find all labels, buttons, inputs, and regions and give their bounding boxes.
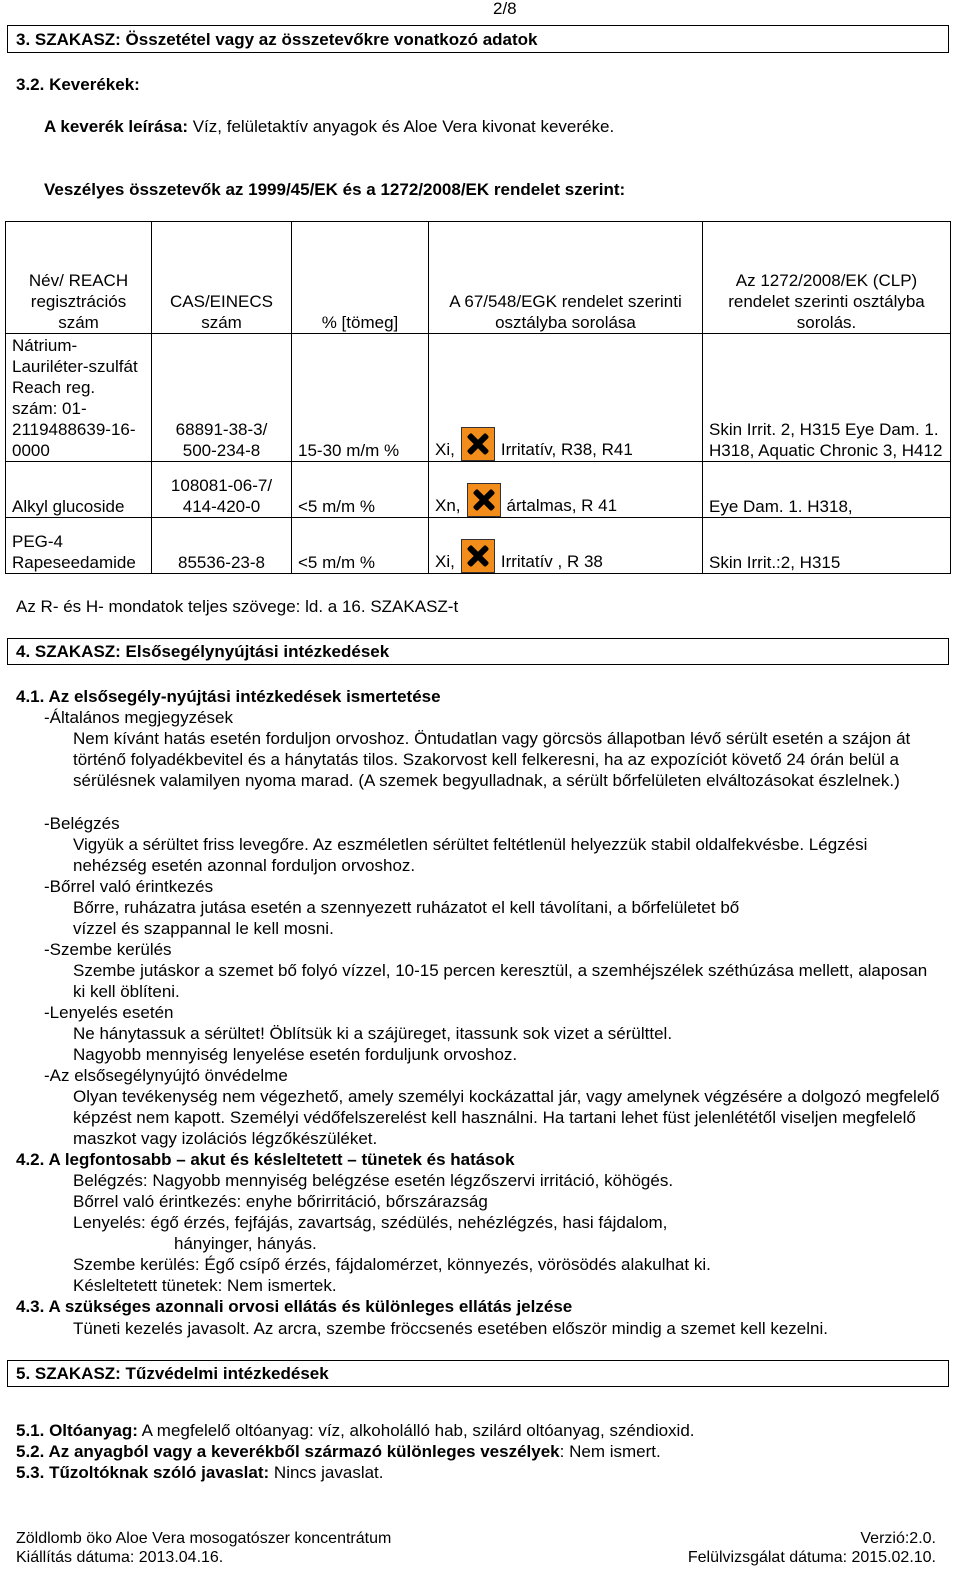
- ingestion-text-2: Nagyobb mennyiség lenyelése esetén forduljunk orvoshoz.: [73, 1045, 518, 1064]
- general-text: Nem kívánt hatás esetén forduljon orvoshoz. Öntudatlan vagy görcsös állapotban lévő sérült esetén a szájon át történő folyadékbevitel és a hánytatás tilos. Szakorvost kell felkeresni, ha az expozíciót követő 24 órán belül a sérülésnek valamilyen nyoma marad. (A szemek begyulladnak, a sérült bőrfelületen elváltozásokat észlelnek.): [73, 729, 911, 790]
- firefighter-advice: [16, 1462, 384, 1483]
- section-3-title: 3. SZAKASZ: Összetétel vagy az összetevőkre vonatkozó adatok: [16, 30, 538, 49]
- s52-text: : Nem ismert.: [559, 1442, 661, 1461]
- footer-product: Zöldlomb öko Aloe Vera mosogatószer koncentrátum: [16, 1530, 392, 1547]
- page-number: 2/8: [493, 0, 517, 18]
- skin-text: Bőrre, ruházatra jutása esetén a szennyezett ruházatot el kell távolítani, a bőrfelületet bő vízzel és szappannal le kell mosni.: [73, 898, 740, 938]
- subheading-mixtures: 3.2. Keverékek:: [16, 75, 140, 94]
- mixture-label: A keverék leírása:: [44, 117, 188, 136]
- mixture-description: [44, 116, 614, 137]
- harmful-x-icon: [461, 539, 495, 573]
- cell-dsd-class: [429, 462, 703, 518]
- s51-label: 5.1. Oltóanyag:: [16, 1421, 138, 1440]
- cell-percent: <5 m/m %: [292, 518, 429, 574]
- footer-review-date: Felülvizsgálat dátuma: 2015.02.10.: [687, 1549, 936, 1566]
- cell-percent: 15-30 m/m %: [292, 334, 429, 462]
- cell-clp-class: Eye Dam. 1. H318,: [703, 462, 951, 518]
- subsection-4-3-title: 4.3. A szükséges azonnali orvosi ellátás és különleges ellátás jelzése: [16, 1297, 573, 1316]
- table-row: [6, 462, 951, 518]
- footer-version: Verzió:2.0.: [860, 1530, 936, 1547]
- general-label: -Általános megjegyzések: [44, 708, 233, 727]
- protection-text: Olyan tevékenység nem végezhető, amely személyi kockázattal jár, vagy amelynek végzésére a dolgozó megfelelő képzést nem kapott. Személyi védőfelszerelést kell használni. Ha tartani lehet füst jelenlététől viseljen megfelelő maszkot vagy izolációs légzőkészüléket.: [73, 1087, 940, 1148]
- harmful-x-icon: [467, 483, 501, 517]
- table-footnote: Az R- és H- mondatok teljes szövege: ld. a 16. SZAKASZ-t: [16, 597, 459, 616]
- class-text: ártalmas, R 41: [506, 496, 618, 515]
- eye-text: Szembe jutáskor a szemet bő folyó vízzel, 10-15 percen keresztül, a szemhéjszélek széthúzása mellett, alaposan ki kell öblíteni.: [73, 961, 928, 1001]
- header-dsd-class: A 67/548/EGK rendelet szerinti osztályba sorolása: [429, 222, 703, 334]
- header-cas: CAS/EINECS szám: [152, 222, 292, 334]
- symptom-delayed: Késleltetett tünetek: Nem ismertek.: [73, 1276, 337, 1295]
- s52-label: 5.2. Az anyagból vagy a keverékből származó különleges veszélyek: [16, 1442, 560, 1461]
- section-5-header: [7, 1360, 949, 1387]
- class-text: Irritatív , R 38: [500, 552, 603, 571]
- section-5-title: 5. SZAKASZ: Tűzvédelmi intézkedések: [16, 1364, 329, 1383]
- section-3-header: [7, 25, 949, 53]
- s51-text: A megfelelő oltóanyag: víz, alkoholálló hab, szilárd oltóanyag, széndioxid.: [137, 1421, 695, 1440]
- cell-percent: <5 m/m %: [292, 462, 429, 518]
- symptom-ingestion-2: hányinger, hányás.: [174, 1234, 317, 1253]
- cell-name: Nátrium-Lauriléter-szulfát Reach reg. szám: 01-2119488639-16-0000: [6, 334, 152, 462]
- cell-clp-class: Skin Irrit.:2, H315: [703, 518, 951, 574]
- class-code: Xi,: [435, 440, 455, 459]
- mixture-text: Víz, felületaktív anyagok és Aloe Vera kivonat keveréke.: [187, 117, 615, 136]
- ingestion-text-1: Ne hánytassuk a sérültet! Öblítsük ki a szájüreget, itassunk sok vizet a sérülttel.: [73, 1024, 673, 1043]
- symptom-skin: Bőrrel való érintkezés: enyhe bőrirritáció, bőrszárazság: [73, 1192, 488, 1211]
- class-code: Xn,: [435, 496, 461, 515]
- class-code: Xi,: [435, 552, 455, 571]
- harmful-x-icon: [461, 427, 495, 461]
- cell-name: PEG-4 Rapeseedamide: [6, 518, 152, 574]
- cell-dsd-class: [429, 518, 703, 574]
- header-name: Név/ REACH regisztrációs szám: [6, 222, 152, 334]
- special-hazards: [16, 1441, 661, 1462]
- cell-dsd-class: [429, 334, 703, 462]
- s53-label: 5.3. Tűzoltóknak szóló javaslat:: [16, 1463, 270, 1482]
- table-row: [6, 334, 951, 462]
- class-text: Irritatív, R38, R41: [500, 440, 633, 459]
- inhalation-label: -Belégzés: [44, 814, 120, 833]
- cell-cas: 85536-23-8: [152, 518, 292, 574]
- header-clp-class: Az 1272/2008/EK (CLP) rendelet szerinti osztályba sorolás.: [703, 222, 951, 334]
- inhalation-text: Vigyük a sérültet friss levegőre. Az eszméletlen sérültet feltétlenül helyezzük stabil oldalfekvésbe. Légzési nehézség esetén azonnal forduljon orvoshoz.: [73, 835, 868, 875]
- ingestion-label: -Lenyelés esetén: [44, 1003, 174, 1022]
- header-percent: % [tömeg]: [292, 222, 429, 334]
- subsection-4-1-title: 4.1. Az elsősegély-nyújtási intézkedések ismertetése: [16, 687, 441, 706]
- cell-cas: 68891-38-3/ 500-234-8: [152, 334, 292, 462]
- symptom-eye: Szembe kerülés: Égő csípő érzés, fájdalomérzet, könnyezés, vörösödés alakulhat ki.: [73, 1255, 711, 1274]
- cell-cas: 108081-06-7/ 414-420-0: [152, 462, 292, 518]
- section-4-header: [7, 638, 949, 665]
- cell-name: Alkyl glucoside: [6, 462, 152, 518]
- skin-label: -Bőrrel való érintkezés: [44, 877, 214, 896]
- table-header-row: [6, 222, 951, 334]
- subsection-4-2-title: 4.2. A legfontosabb – akut és késleltetett – tünetek és hatások: [16, 1150, 515, 1169]
- table-row: [6, 518, 951, 574]
- section-4-title: 4. SZAKASZ: Elsősegélynyújtási intézkedések: [16, 642, 390, 661]
- protection-label: -Az elsősegélynyújtó önvédelme: [44, 1066, 288, 1085]
- footer-issue-date: Kiállítás dátuma: 2013.04.16.: [16, 1549, 224, 1566]
- composition-table: [5, 221, 951, 574]
- symptom-ingestion-1: Lenyelés: égő érzés, fejfájás, zavartság, szédülés, nehézlégzés, hasi fájdalom,: [73, 1213, 668, 1232]
- s53-text: Nincs javaslat.: [269, 1463, 384, 1482]
- eye-label: -Szembe kerülés: [44, 940, 172, 959]
- extinguishing-media: [16, 1420, 695, 1441]
- cell-clp-class: Skin Irrit. 2, H315 Eye Dam. 1. H318, Aquatic Chronic 3, H412: [703, 334, 951, 462]
- hazardous-heading: Veszélyes összetevők az 1999/45/EK és a 1272/2008/EK rendelet szerint:: [44, 180, 626, 199]
- treatment-text: Tüneti kezelés javasolt. Az arcra, szembe fröccsenés esetében először mindig a szemet kell kezelni.: [73, 1319, 828, 1338]
- symptom-inhalation: Belégzés: Nagyobb mennyiség belégzése esetén légzőszervi irritáció, köhögés.: [73, 1171, 674, 1190]
